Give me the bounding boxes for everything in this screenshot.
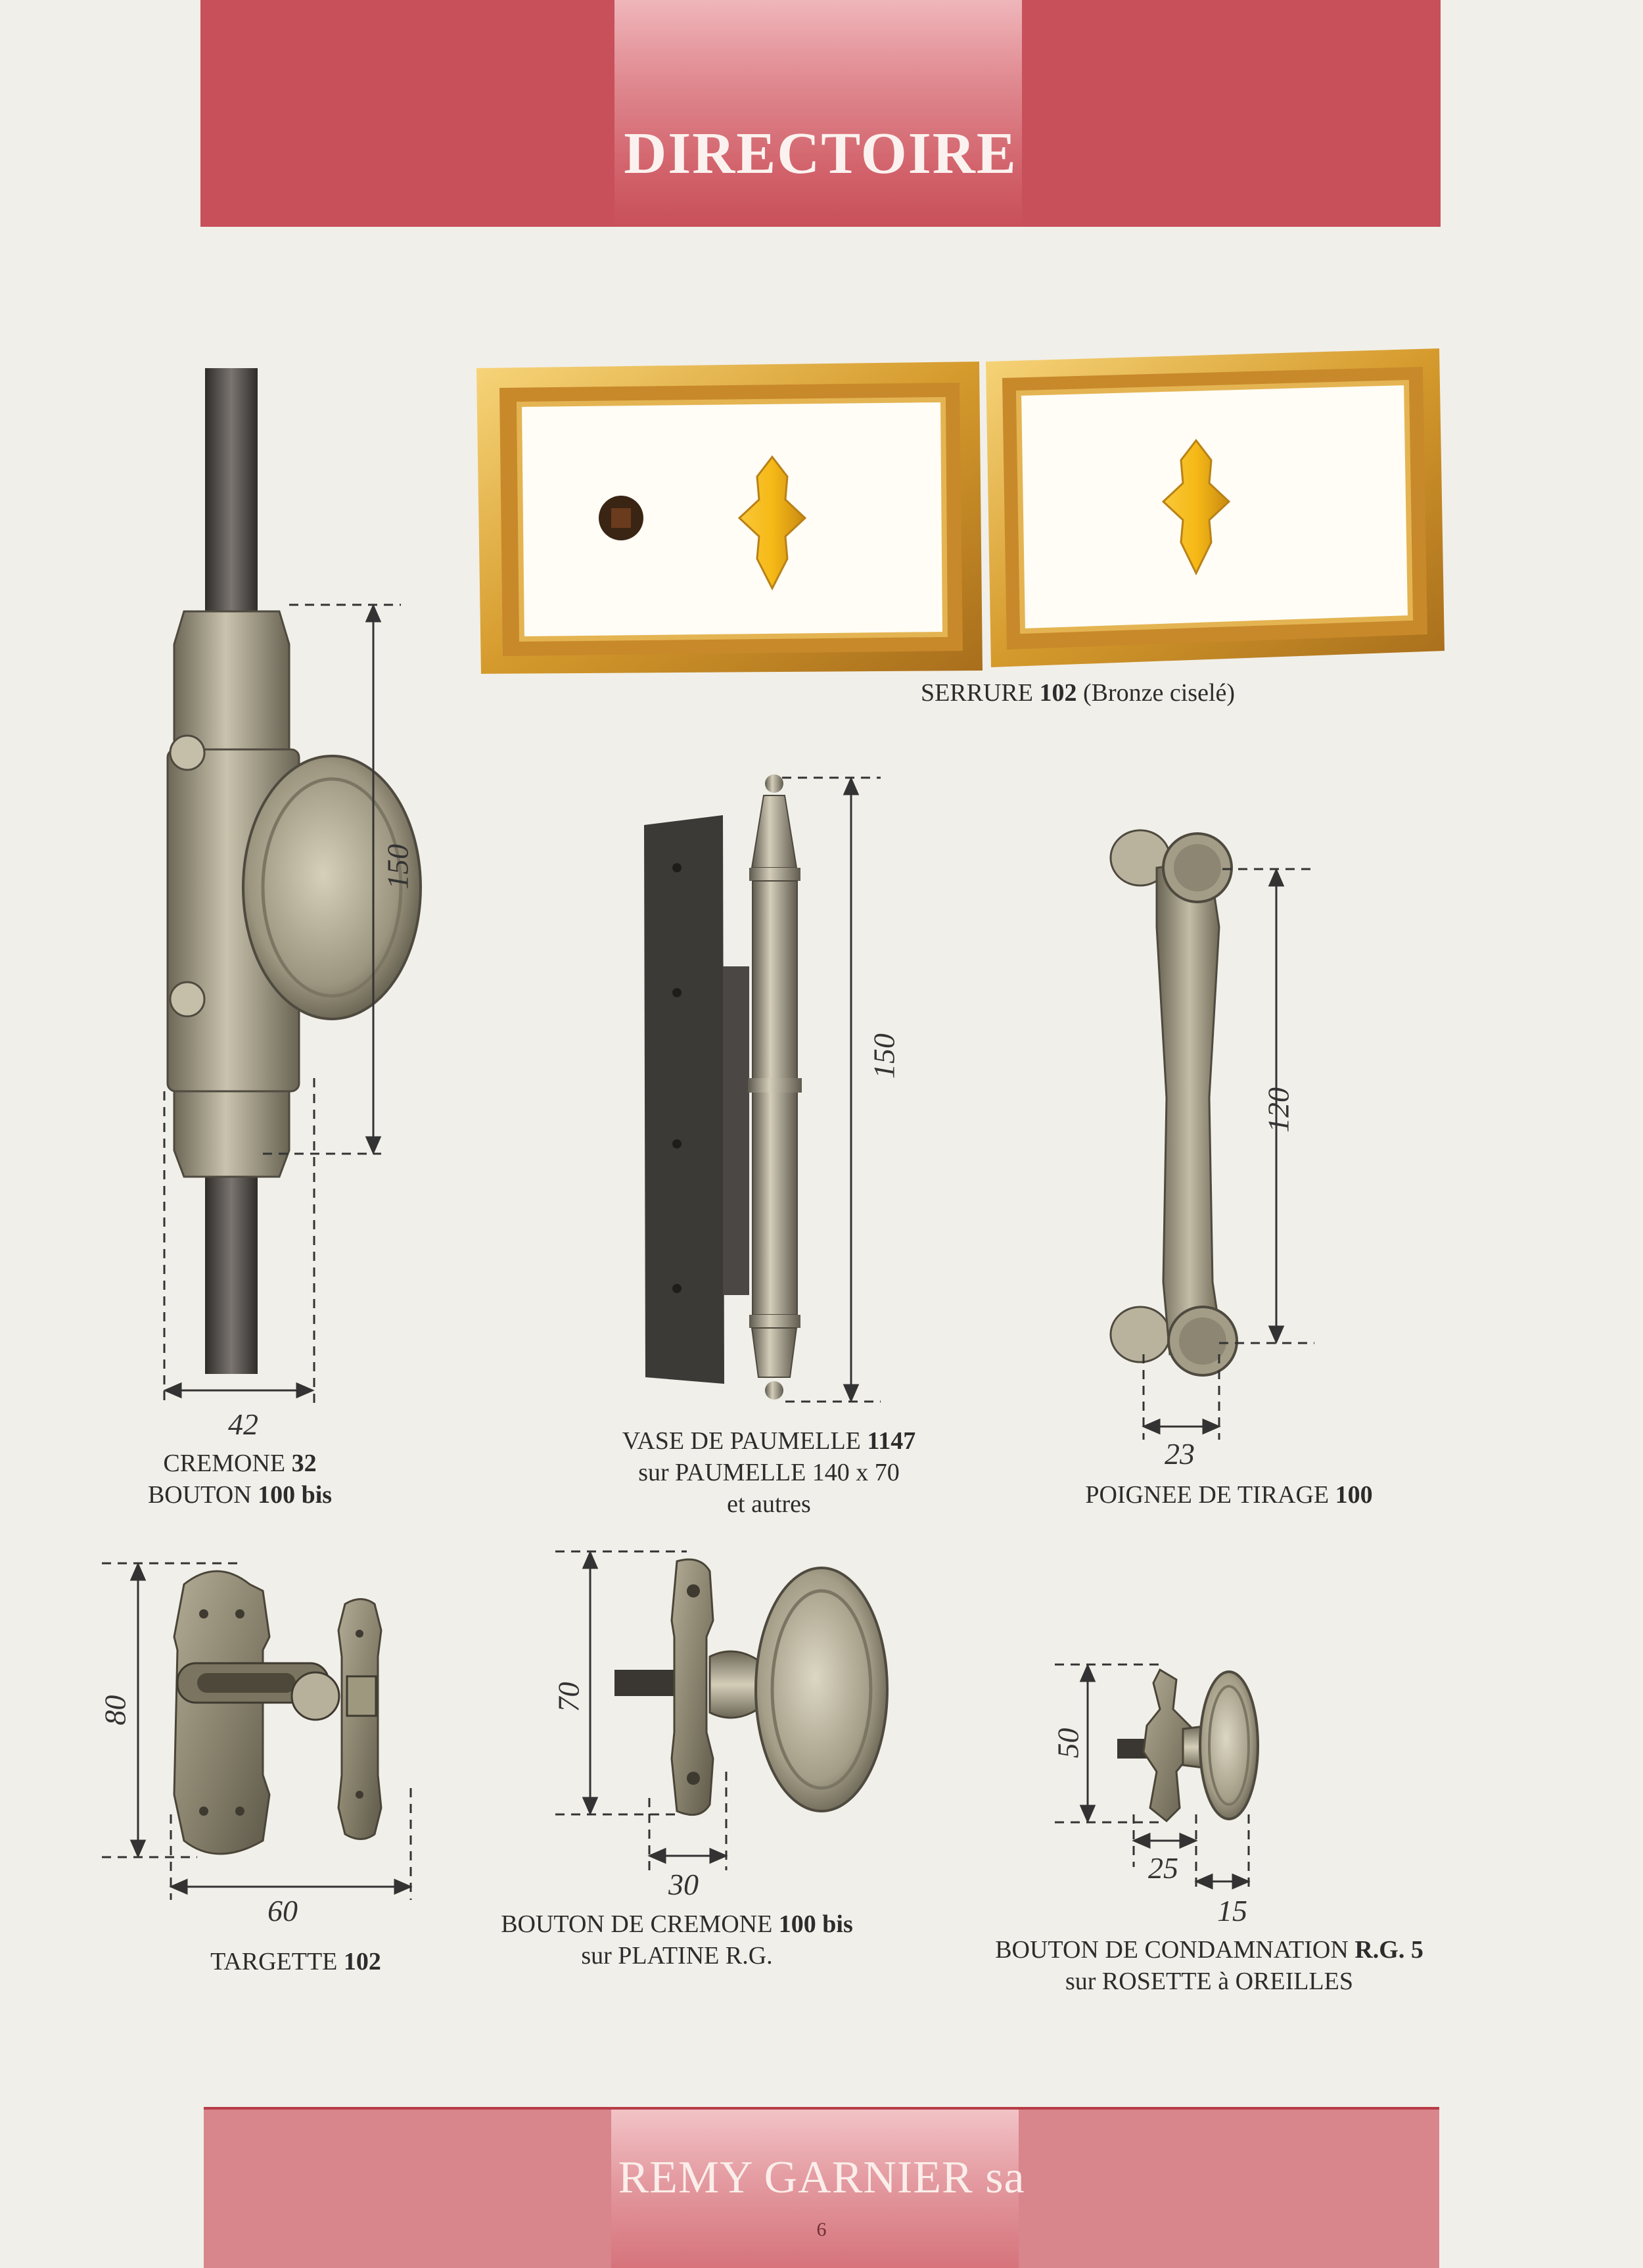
paumelle-height-dim: 150 [867, 1033, 901, 1079]
lock-plate-right [986, 348, 1445, 667]
brand-name: REMY GARNIER sa [618, 2152, 1025, 2203]
poignee-caption: POIGNEE DE TIRAGE 100 [1085, 1481, 1373, 1509]
cremone-width-dim: 42 [228, 1407, 258, 1441]
cremone-caption: CREMONE 32 BOUTON 100 bis [147, 1450, 333, 1509]
footer-band [204, 2107, 1439, 2268]
targette-caption: TARGETTE 102 [210, 1948, 381, 1975]
paumelle-caption: VASE DE PAUMELLE 1147 sur PAUMELLE 140 x 70 et autres [622, 1427, 916, 1518]
bouton-cremone-caption: BOUTON DE CREMONE 100 bis sur PLATINE R.G. [501, 1910, 853, 1970]
poignee-height-dim: 120 [1261, 1087, 1295, 1133]
serrure-illustration [473, 342, 1446, 677]
bouton-condamnation-caption: BOUTON DE CONDAMNATION R.G. 5 sur ROSETTE à OREILLES [995, 1936, 1423, 1995]
targette-illustration [99, 1551, 427, 1906]
targette-width-dim: 60 [267, 1894, 298, 1927]
paumelle-illustration [618, 769, 907, 1410]
header-highlight [614, 0, 1022, 227]
page-title: DIRECTOIRE [624, 121, 1017, 186]
bouton-cremone-width-dim: 30 [668, 1868, 699, 1901]
bouton-condamnation-depth-dim: 15 [1217, 1894, 1247, 1927]
targette-height-dim: 80 [98, 1695, 132, 1726]
bouton-condamnation-height-dim: 50 [1051, 1728, 1085, 1759]
page-number: 6 [816, 2219, 827, 2240]
header-band [200, 0, 1441, 227]
bouton-condamnation-width-dim: 25 [1148, 1851, 1178, 1885]
poignee-width-dim: 23 [1165, 1437, 1195, 1471]
bouton-cremone-illustration [545, 1542, 887, 1877]
bouton-cremone-height-dim: 70 [551, 1682, 586, 1713]
cremone-height-dim: 150 [381, 844, 415, 889]
serrure-caption: SERRURE 102 (Bronze ciselé) [920, 679, 1236, 707]
lock-plate-left [476, 362, 983, 674]
